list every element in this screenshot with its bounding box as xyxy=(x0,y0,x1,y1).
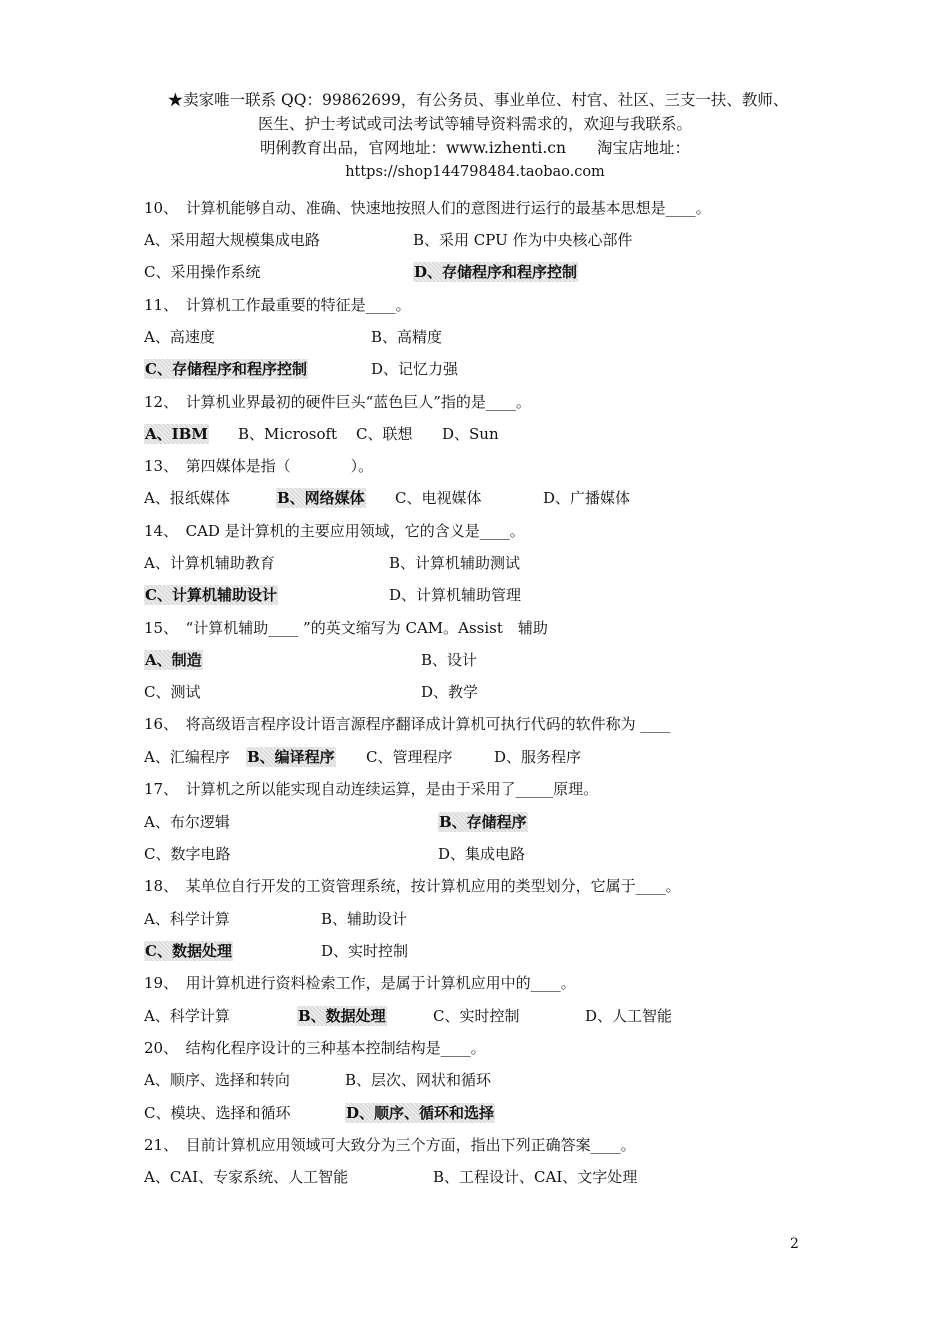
option: D、服务程序 xyxy=(494,748,582,766)
answer-option: D、顺序、循环和选择 xyxy=(346,1104,495,1122)
question-17: 17、 计算机之所以能实现自动连续运算，是由于采用了_____原理。 xyxy=(144,780,599,798)
question-16: 16、 将高级语言程序设计语言源程序翻译成计算机可执行代码的软件称为 ____ xyxy=(144,715,671,733)
answer-option: B、编译程序 xyxy=(247,748,335,766)
option: C、电视媒体 xyxy=(395,489,482,507)
option: D、记忆力强 xyxy=(371,360,459,378)
option: A、布尔逻辑 xyxy=(144,813,230,831)
option: C、数字电路 xyxy=(144,845,231,863)
option: C、模块、选择和循环 xyxy=(144,1104,291,1122)
option: C、采用操作系统 xyxy=(144,263,261,281)
option: A、科学计算 xyxy=(144,910,230,928)
header-line-2: 医生、护士考试或司法考试等辅导资料需求的，欢迎与我联系。 xyxy=(257,115,692,133)
option: D、Sun xyxy=(442,425,499,443)
option: D、人工智能 xyxy=(585,1007,673,1025)
question-14: 14、 CAD 是计算机的主要应用领域，它的含义是____。 xyxy=(144,522,525,540)
option: B、采用 CPU 作为中央核心部件 xyxy=(413,231,633,249)
answer-option: B、数据处理 xyxy=(298,1007,386,1025)
page-number: 2 xyxy=(790,1236,799,1252)
option: D、实时控制 xyxy=(321,942,409,960)
option: B、辅助设计 xyxy=(321,910,408,928)
question-10: 10、 计算机能够自动、准确、快速地按照人们的意图进行运行的最基本思想是____。 xyxy=(144,199,711,217)
option: A、报纸媒体 xyxy=(144,489,230,507)
option: B、高精度 xyxy=(371,328,443,346)
option: A、汇编程序 xyxy=(144,748,230,766)
option: B、层次、网状和循环 xyxy=(345,1071,492,1089)
option: A、科学计算 xyxy=(144,1007,230,1025)
page-header xyxy=(0,88,950,184)
answer-option: B、网络媒体 xyxy=(277,489,365,507)
answer-option: A、IBM xyxy=(145,425,208,443)
question-19: 19、 用计算机进行资料检索工作，是属于计算机应用中的____。 xyxy=(144,974,576,992)
answer-option: C、存储程序和程序控制 xyxy=(145,360,307,378)
option: D、广播媒体 xyxy=(543,489,631,507)
option: A、高速度 xyxy=(144,328,215,346)
question-12: 12、 计算机业界最初的硬件巨头“蓝色巨人”指的是____。 xyxy=(144,393,531,411)
question-15: 15、 “计算机辅助____ ”的英文缩写为 CAM。Assist 辅助 xyxy=(144,619,548,637)
answer-option: A、制造 xyxy=(145,651,202,669)
header-line-3: 明俐教育出品，官网地址：www.izhenti.cn 淘宝店地址： xyxy=(260,139,690,157)
option: A、计算机辅助教育 xyxy=(144,554,275,572)
answer-option: C、数据处理 xyxy=(145,942,232,960)
header-line-1: ★卖家唯一联系 QQ：99862699，有公务员、事业单位、村官、社区、三支一扶、教师、 xyxy=(167,91,789,109)
question-18: 18、 某单位自行开发的工资管理系统，按计算机应用的类型划分，它属于____。 xyxy=(144,877,681,895)
option: C、联想 xyxy=(356,425,413,443)
option: A、采用超大规模集成电路 xyxy=(144,231,320,249)
option: B、Microsoft xyxy=(238,425,338,443)
option: D、计算机辅助管理 xyxy=(389,586,522,604)
option: C、管理程序 xyxy=(366,748,453,766)
option: D、集成电路 xyxy=(438,845,526,863)
option: A、CAI、专家系统、人工智能 xyxy=(144,1168,349,1186)
option: B、设计 xyxy=(421,651,478,669)
option: C、测试 xyxy=(144,683,201,701)
answer-option: C、计算机辅助设计 xyxy=(145,586,277,604)
option: D、教学 xyxy=(421,683,479,701)
answer-option: D、存储程序和程序控制 xyxy=(414,263,578,281)
header-line-4: https://shop144798484.taobao.com xyxy=(345,164,605,180)
option: C、实时控制 xyxy=(433,1007,520,1025)
option: B、计算机辅助测试 xyxy=(389,554,521,572)
option: B、工程设计、CAI、文字处理 xyxy=(433,1168,638,1186)
question-20: 20、 结构化程序设计的三种基本控制结构是____。 xyxy=(144,1039,486,1057)
question-21: 21、 目前计算机应用领域可大致分为三个方面，指出下列正确答案____。 xyxy=(144,1136,636,1154)
question-11: 11、 计算机工作最重要的特征是____。 xyxy=(144,296,411,314)
answer-option: B、存储程序 xyxy=(439,813,527,831)
option: A、顺序、选择和转向 xyxy=(144,1071,290,1089)
question-13: 13、 第四媒体是指（ ）。 xyxy=(144,457,374,475)
